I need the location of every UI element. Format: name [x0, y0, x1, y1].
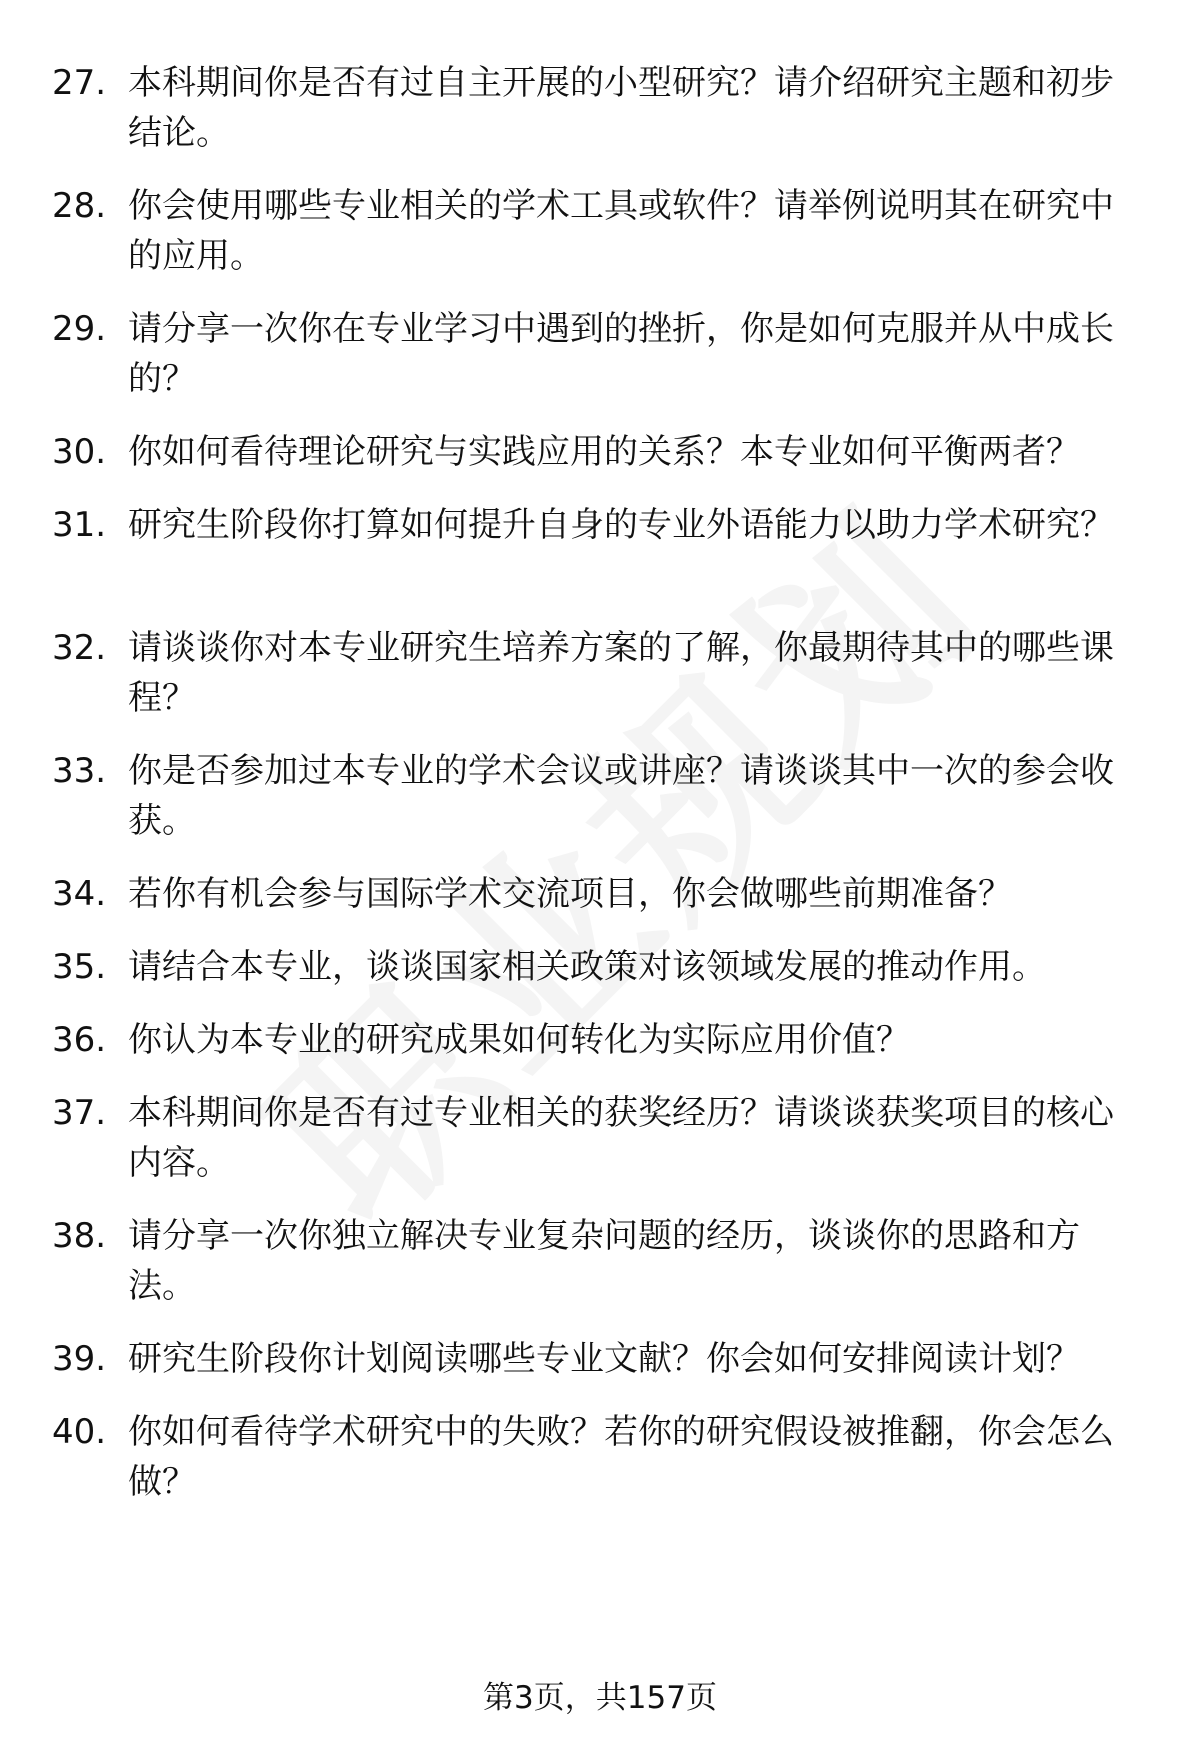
page-number: 第3页，共157页 [483, 1680, 717, 1716]
question-number: 38. [52, 1216, 107, 1256]
question-text: 本科期间你是否有过自主开展的小型研究？请介绍研究主题和初步结论。 [128, 63, 1114, 153]
question-number: 33. [52, 751, 107, 791]
question-number: 34. [52, 874, 107, 914]
question-number: 40. [52, 1412, 107, 1452]
question-text: 请分享一次你独立解决专业复杂问题的经历，谈谈你的思路和方法。 [128, 1216, 1080, 1306]
question-number: 30. [52, 432, 107, 472]
question-number: 36. [52, 1020, 107, 1060]
question-number: 37. [52, 1093, 107, 1133]
question-text: 你是否参加过本专业的学术会议或讲座？请谈谈其中一次的参会收获。 [128, 751, 1114, 841]
question-number: 32. [52, 628, 107, 668]
question-text: 你会使用哪些专业相关的学术工具或软件？请举例说明其在研究中的应用。 [128, 186, 1114, 276]
question-text: 请分享一次你在专业学习中遇到的挫折，你是如何克服并从中成长的？ [128, 309, 1114, 399]
question-number: 28. [52, 186, 107, 226]
question-number: 31. [52, 505, 107, 545]
question-text: 请结合本专业，谈谈国家相关政策对该领域发展的推动作用。 [128, 947, 1046, 987]
question-text: 研究生阶段你计划阅读哪些专业文献？你会如何安排阅读计划？ [128, 1339, 1080, 1379]
question-text: 你如何看待学术研究中的失败？若你的研究假设被推翻，你会怎么做？ [128, 1412, 1114, 1502]
question-text: 请谈谈你对本专业研究生培养方案的了解，你最期待其中的哪些课程？ [128, 628, 1114, 718]
question-text: 若你有机会参与国际学术交流项目，你会做哪些前期准备？ [128, 874, 1012, 914]
question-number: 27. [52, 63, 107, 103]
question-text: 你认为本专业的研究成果如何转化为实际应用价值？ [128, 1020, 910, 1060]
question-text: 本科期间你是否有过专业相关的获奖经历？请谈谈获奖项目的核心内容。 [128, 1093, 1114, 1183]
question-text: 你如何看待理论研究与实践应用的关系？本专业如何平衡两者？ [128, 432, 1080, 472]
question-number: 35. [52, 947, 107, 987]
question-text: 研究生阶段你打算如何提升自身的专业外语能力以助力学术研究？ [128, 505, 1114, 545]
question-number: 39. [52, 1339, 107, 1379]
question-number: 29. [52, 309, 107, 349]
